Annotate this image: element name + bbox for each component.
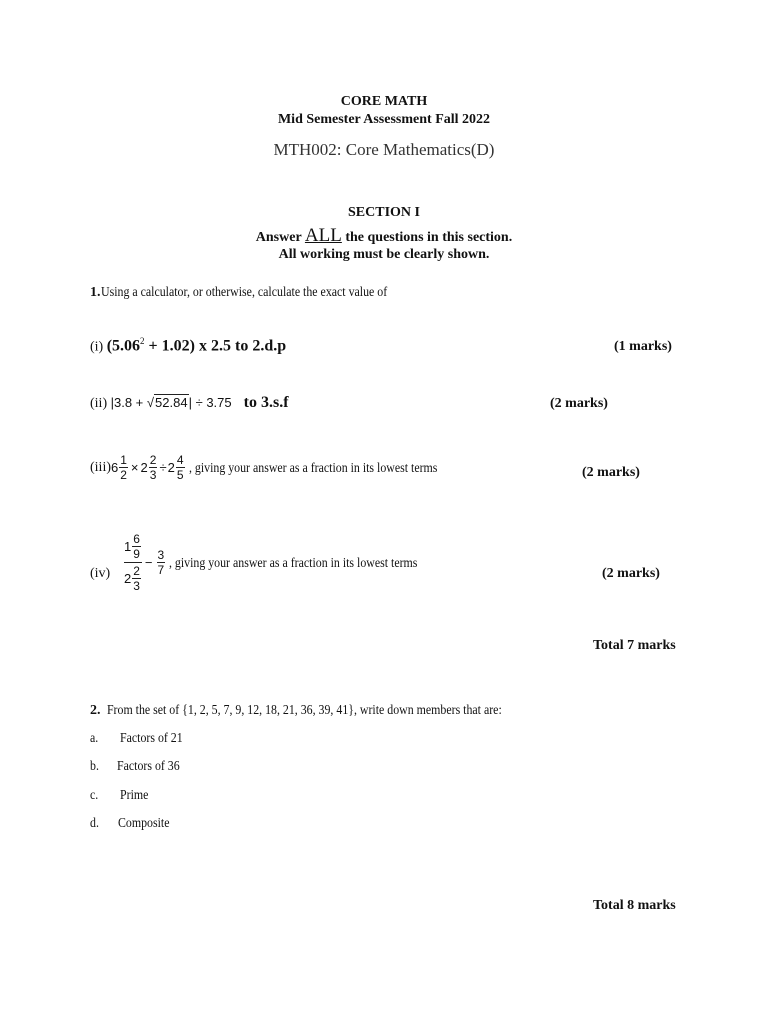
iv-num: 3 xyxy=(157,548,165,562)
part-iii-marks: (2 marks) xyxy=(582,465,640,480)
item-letter: b. xyxy=(90,758,99,773)
q1-part-ii xyxy=(90,394,289,412)
top-num: 6 xyxy=(133,532,140,546)
complex-top xyxy=(124,533,142,563)
mixed1-whole: 6 xyxy=(111,460,119,475)
bottom-den: 3 xyxy=(133,579,140,593)
top-whole: 1 xyxy=(124,539,132,554)
q1-prompt xyxy=(90,283,426,301)
part-ii-marks: (2 marks) xyxy=(550,396,608,411)
item-text: Factors of 36 xyxy=(117,758,180,773)
abs-bar-right: | xyxy=(188,395,192,410)
q1-number: 1. xyxy=(90,285,101,300)
part-i-expr-b: + 1.02) x 2.5 to 2.d.p xyxy=(144,337,287,355)
mixed2-fraction xyxy=(149,454,158,481)
section-instruction-2: All working must be clearly shown. xyxy=(278,247,490,262)
top-den: 9 xyxy=(133,547,140,561)
item-letter: d. xyxy=(90,815,99,830)
section-instruction xyxy=(0,225,768,247)
item-text: Factors of 21 xyxy=(120,730,183,745)
part-iv-marks: (2 marks) xyxy=(602,566,660,581)
list-item xyxy=(90,814,177,832)
q1-total: Total 7 marks xyxy=(593,638,676,653)
list-item xyxy=(90,786,152,804)
mixed2-num: 2 xyxy=(149,453,157,467)
list-item xyxy=(90,757,188,775)
instruction-post: the questions in this section. xyxy=(341,230,513,245)
part-ii-suffix: to 3.s.f xyxy=(231,394,289,411)
divide-icon: ÷ xyxy=(159,460,167,475)
part-i-expr-a: (5.06 xyxy=(106,337,141,355)
mixed2-den: 3 xyxy=(149,468,157,482)
sqrt-icon: √ xyxy=(146,395,155,410)
part-ii-label: (ii) xyxy=(90,396,111,411)
part-ii-division: ÷ 3.75 xyxy=(191,395,232,410)
mixed1-num: 1 xyxy=(120,453,127,467)
q2-prompt xyxy=(90,701,556,719)
exam-title: CORE MATH xyxy=(340,94,428,109)
bottom-fraction xyxy=(132,565,141,592)
mixed3-num: 4 xyxy=(176,453,184,467)
mixed2-whole: 2 xyxy=(140,460,148,475)
q2-text: From the set of {1, 2, 5, 7, 9, 12, 18, 21, 36, 39, 41}, write down members that are: xyxy=(100,702,502,717)
iv-den: 7 xyxy=(157,563,165,577)
q1-text: Using a calculator, or otherwise, calculate the exact value of xyxy=(100,284,387,299)
q1-part-iii xyxy=(90,454,471,481)
item-text: Prime xyxy=(120,787,149,802)
part-iv-text: , giving your answer as a fraction in its lowest terms xyxy=(166,554,418,570)
item-text: Composite xyxy=(118,815,170,830)
q2-number: 2. xyxy=(90,703,101,718)
mixed1-fraction xyxy=(119,454,128,481)
q2-total: Total 8 marks xyxy=(593,898,676,913)
part-ii-term: 3.8 + xyxy=(114,395,147,410)
iv-fraction xyxy=(157,549,166,576)
times-icon: × xyxy=(130,460,139,475)
abs-bar-left: | xyxy=(110,395,114,410)
instruction-all: ALL xyxy=(304,225,342,246)
mixed3-den: 5 xyxy=(176,468,184,482)
part-iv-label: (iv) xyxy=(90,566,111,581)
course-title: MTH002: Core Mathematics(D) xyxy=(273,140,495,159)
radicand: 52.84 xyxy=(155,395,188,410)
bottom-num: 2 xyxy=(133,564,140,578)
minus-icon: − xyxy=(144,555,153,570)
q1-part-i xyxy=(90,336,286,355)
item-letter: a. xyxy=(90,730,99,745)
mixed3-fraction xyxy=(176,454,185,481)
bottom-whole: 2 xyxy=(124,571,132,586)
instruction-pre: Answer xyxy=(255,230,305,245)
list-item xyxy=(90,729,191,747)
part-i-exponent: 2 xyxy=(140,336,145,346)
mixed1-den: 2 xyxy=(120,468,127,482)
part-i-marks: (1 marks) xyxy=(614,339,672,354)
section-heading: SECTION I xyxy=(348,205,420,220)
top-fraction xyxy=(132,533,141,560)
part-i-label: (i) xyxy=(90,339,107,355)
mixed3-whole: 2 xyxy=(167,460,175,475)
complex-bottom xyxy=(124,563,142,592)
q1-part-iv xyxy=(124,533,452,592)
complex-fraction xyxy=(124,533,142,592)
exam-subtitle: Mid Semester Assessment Fall 2022 xyxy=(277,112,491,127)
part-iii-text: , giving your answer as a fraction in its lowest terms xyxy=(185,459,437,475)
part-iii-label: (iii) xyxy=(90,459,111,475)
item-letter: c. xyxy=(90,787,99,802)
